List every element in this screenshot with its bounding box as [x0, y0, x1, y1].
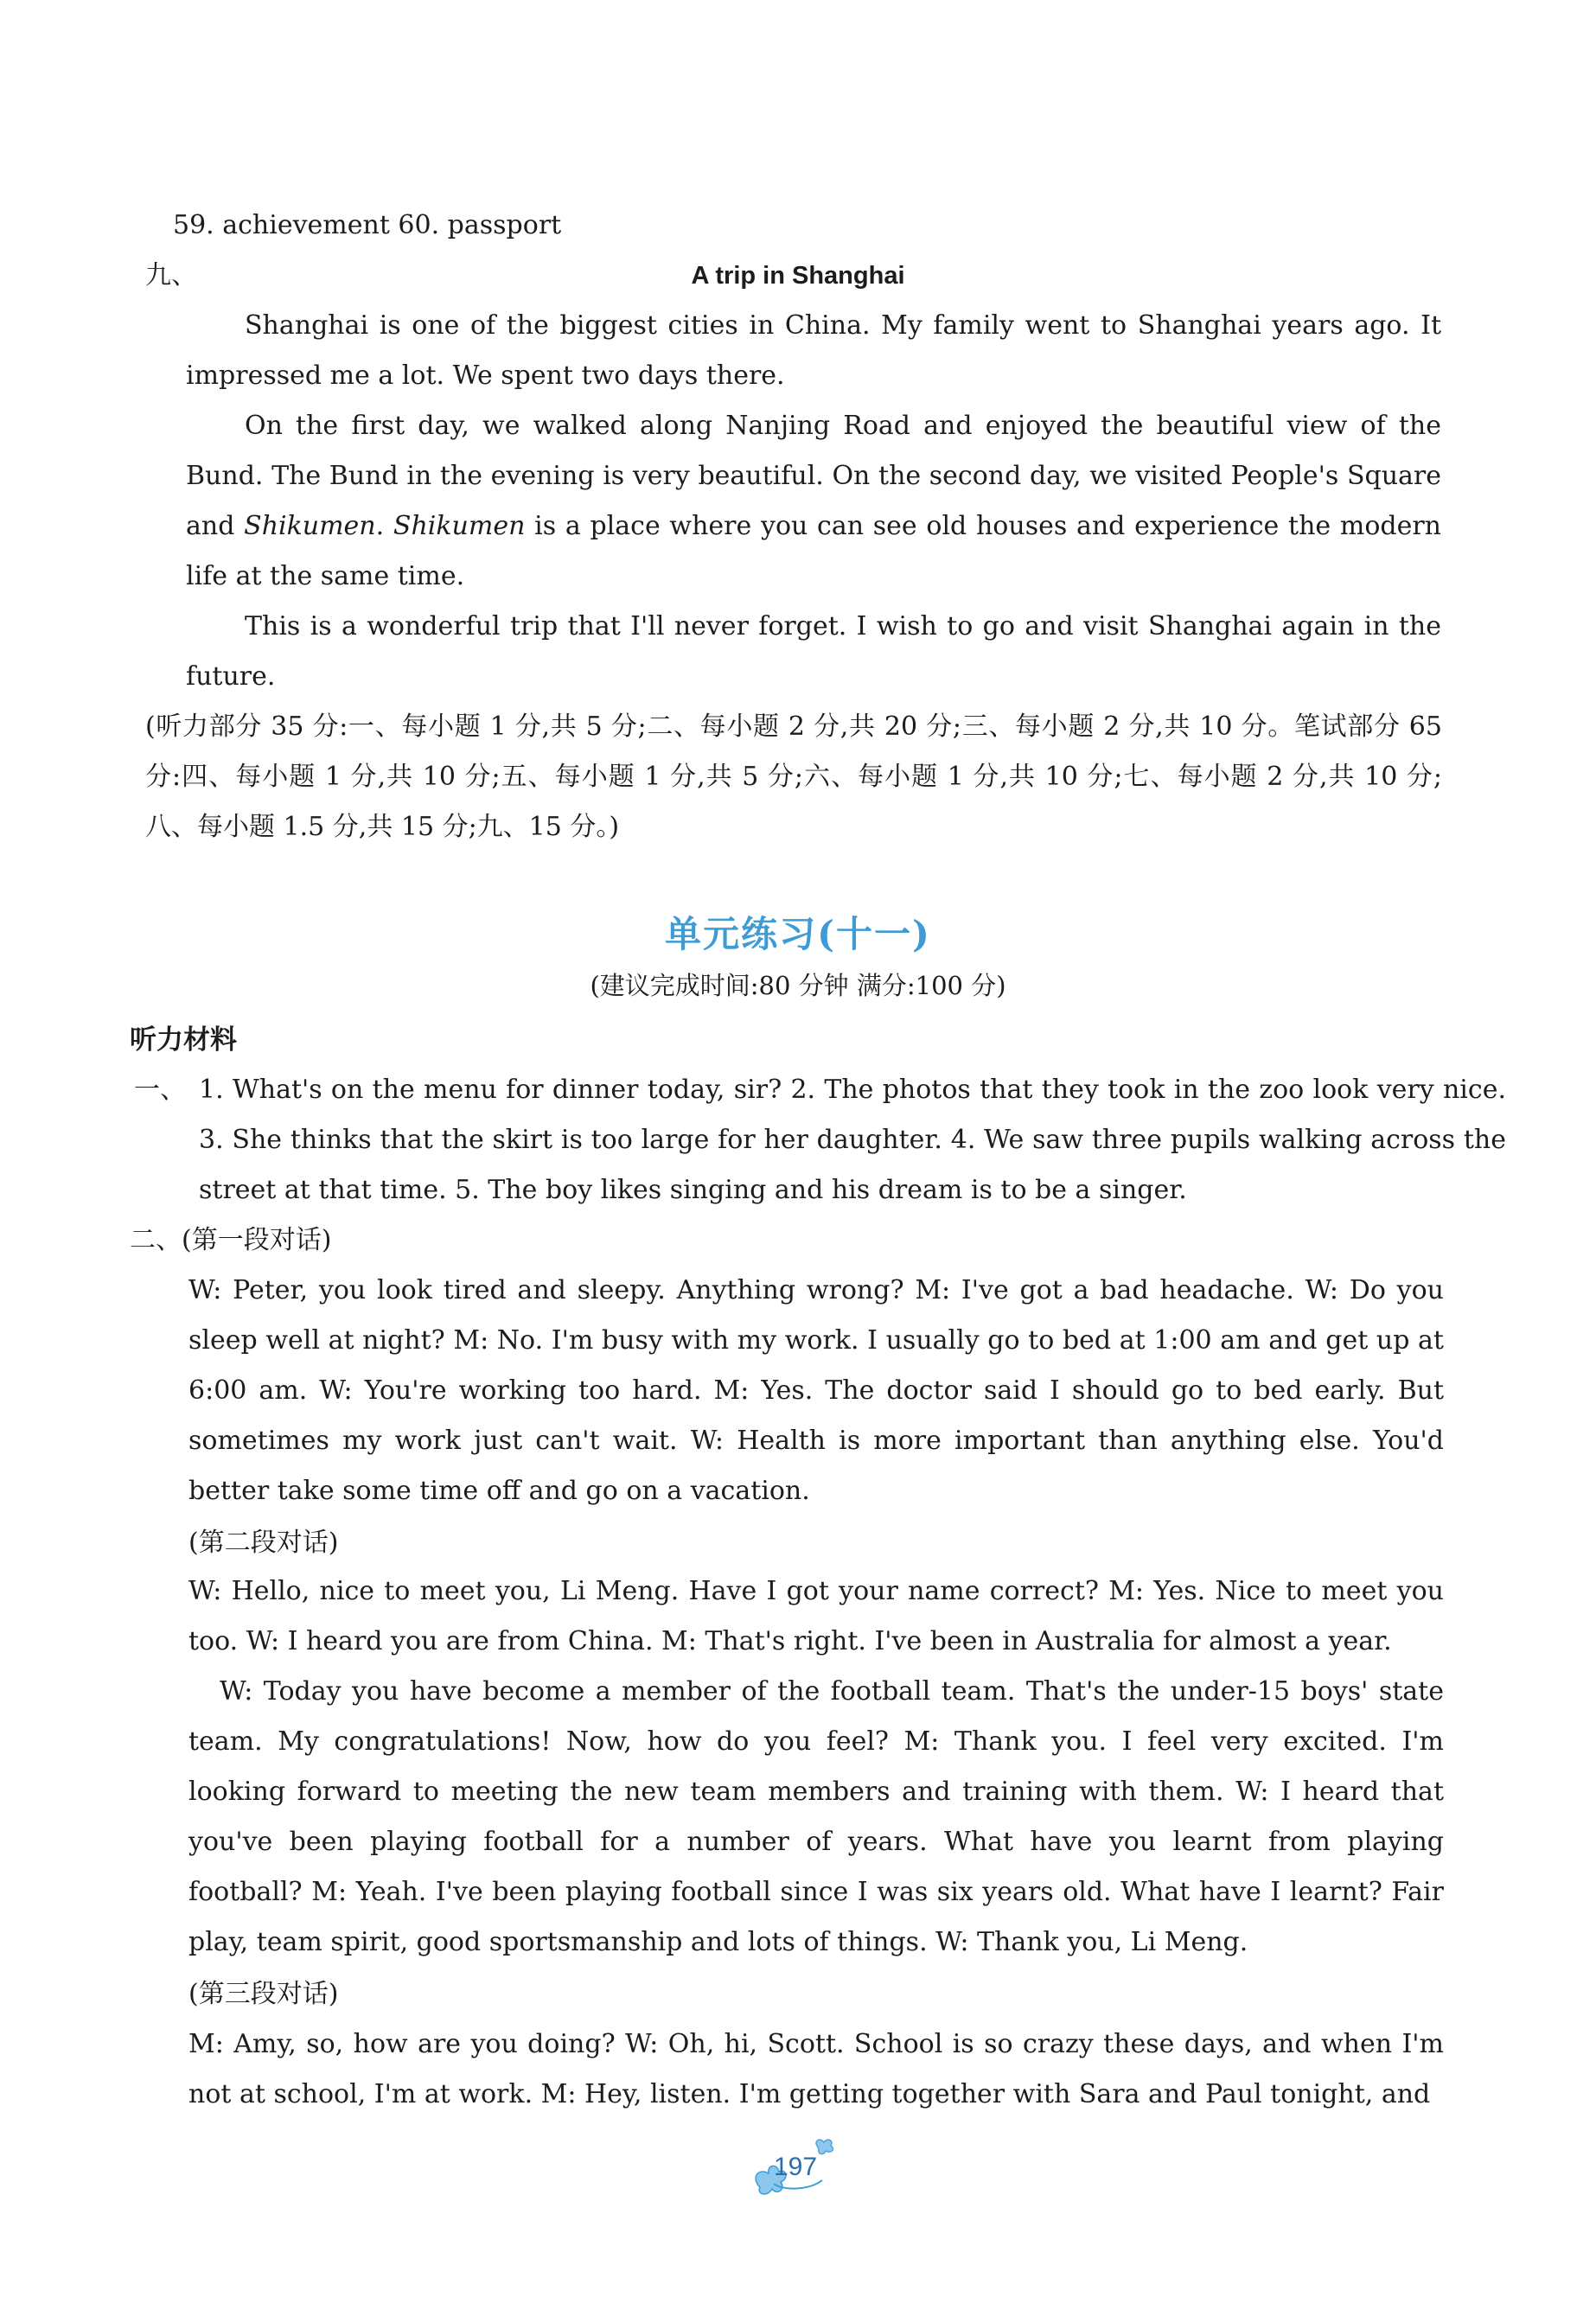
- essay-title: A trip in Shanghai: [691, 262, 905, 290]
- listening-heading: 听力材料: [130, 1024, 237, 1055]
- essay-paragraph-3: This is a wonderful trip that I'll never forget. I wish to go and visit Shanghai again in the future.: [186, 611, 1441, 692]
- dialogue-2-part-a: W: Hello, nice to meet you, Li Meng. Have I got your name correct? M: Yes. Nice to meet you too. W: I heard you are from China. M: That's right. I've been in Australia for almost a year.: [188, 1576, 1444, 1656]
- part-one-label: 一、: [134, 1075, 186, 1105]
- essay-paragraph-1: Shanghai is one of the biggest cities in China. My family went to Shanghai years ago. It impressed me a lot. We spent two days there.: [186, 310, 1441, 391]
- answers-line: 59. achievement 60. passport: [173, 210, 562, 240]
- essay-p2-shikumen-2: Shikumen: [393, 511, 526, 541]
- essay-p2-text-c: is a place where you can see old houses and experience the modern life at the same time.: [186, 511, 1441, 591]
- dialogue-3-label: (第三段对话): [188, 1979, 339, 2009]
- unit-subtitle: (建议完成时间:80 分钟 满分:100 分): [590, 971, 1006, 1000]
- essay-paragraph-2: [186, 401, 1441, 602]
- unit-title: 单元练习(十一): [665, 913, 931, 955]
- page-number-badge: [748, 2134, 843, 2203]
- dialogue-2-label: (第二段对话): [188, 1528, 339, 1558]
- listening-part-one: [134, 1065, 1506, 1215]
- dialogue-3: M: Amy, so, how are you doing? W: Oh, hi, Scott. School is so crazy these days, and when I'm not at school, I'm at work. M: Hey, listen. I'm getting together with Sara and Paul tonight, and: [188, 2029, 1444, 2109]
- dialogue-1: W: Peter, you look tired and sleepy. Anything wrong? M: I've got a bad headache. W: Do you sleep well at night? M: No. I'm busy with my work. I usually go to bed at 1:00 am and get up at 6:00 am. W: You're working too hard. M: Yes. The doctor said I should go to bed early. But sometimes my work just can't wait. W: Health is more important than anything else. You'd better take some time off and go on a vacation.: [188, 1275, 1444, 1506]
- essay-p2-text-a: On the first day, we walked along Nanjing Road and enjoyed the beautiful view of the Bund. The Bund in the evening is very beautiful. On the second day, we visited People's Square and: [186, 411, 1441, 541]
- part-one-text: 1. What's on the menu for dinner today, sir? 2. The photos that they took in the zoo look very nice. 3. She thinks that the skirt is too large for her daughter. 4. We saw three pupils walking across the street at that time. 5. The boy likes singing and his dream is to be a singer.: [199, 1075, 1506, 1205]
- essay-p2-shikumen-1: Shikumen: [244, 511, 376, 541]
- essay-p2-text-b: .: [375, 511, 393, 541]
- dialogue-2-part-b: W: Today you have become a member of the football team. That's the under-15 boys' state team. My congratulations! Now, how do you feel? M: Thank you. I feel very excited. I'm looking forward to meeting the new team members and training with them. W: I heard that you've been playing football for a number of years. What have you learnt from playing football? M: Yeah. I've been playing football since I was six years old. What have I learnt? Fair play, team spirit, good sportsmanship and lots of things. W: Thank you, Li Meng.: [188, 1676, 1444, 1957]
- section-nine-label: 九、: [145, 260, 197, 290]
- part-two-label: 二、(第一段对话): [130, 1225, 332, 1255]
- scoring-note: (听力部分 35 分:一、每小题 1 分,共 5 分;二、每小题 2 分,共 20 分;三、每小题 2 分,共 10 分。笔试部分 65 分:四、每小题 1 分,共 10 分;五、每小题 1 分,共 5 分;六、每小题 1 分,共 10 分;七、每小题 2 分,共 10 分;八、每小题 1.5 分,共 15 分;九、15 分。): [145, 711, 1442, 842]
- page-number: 197: [773, 2153, 818, 2181]
